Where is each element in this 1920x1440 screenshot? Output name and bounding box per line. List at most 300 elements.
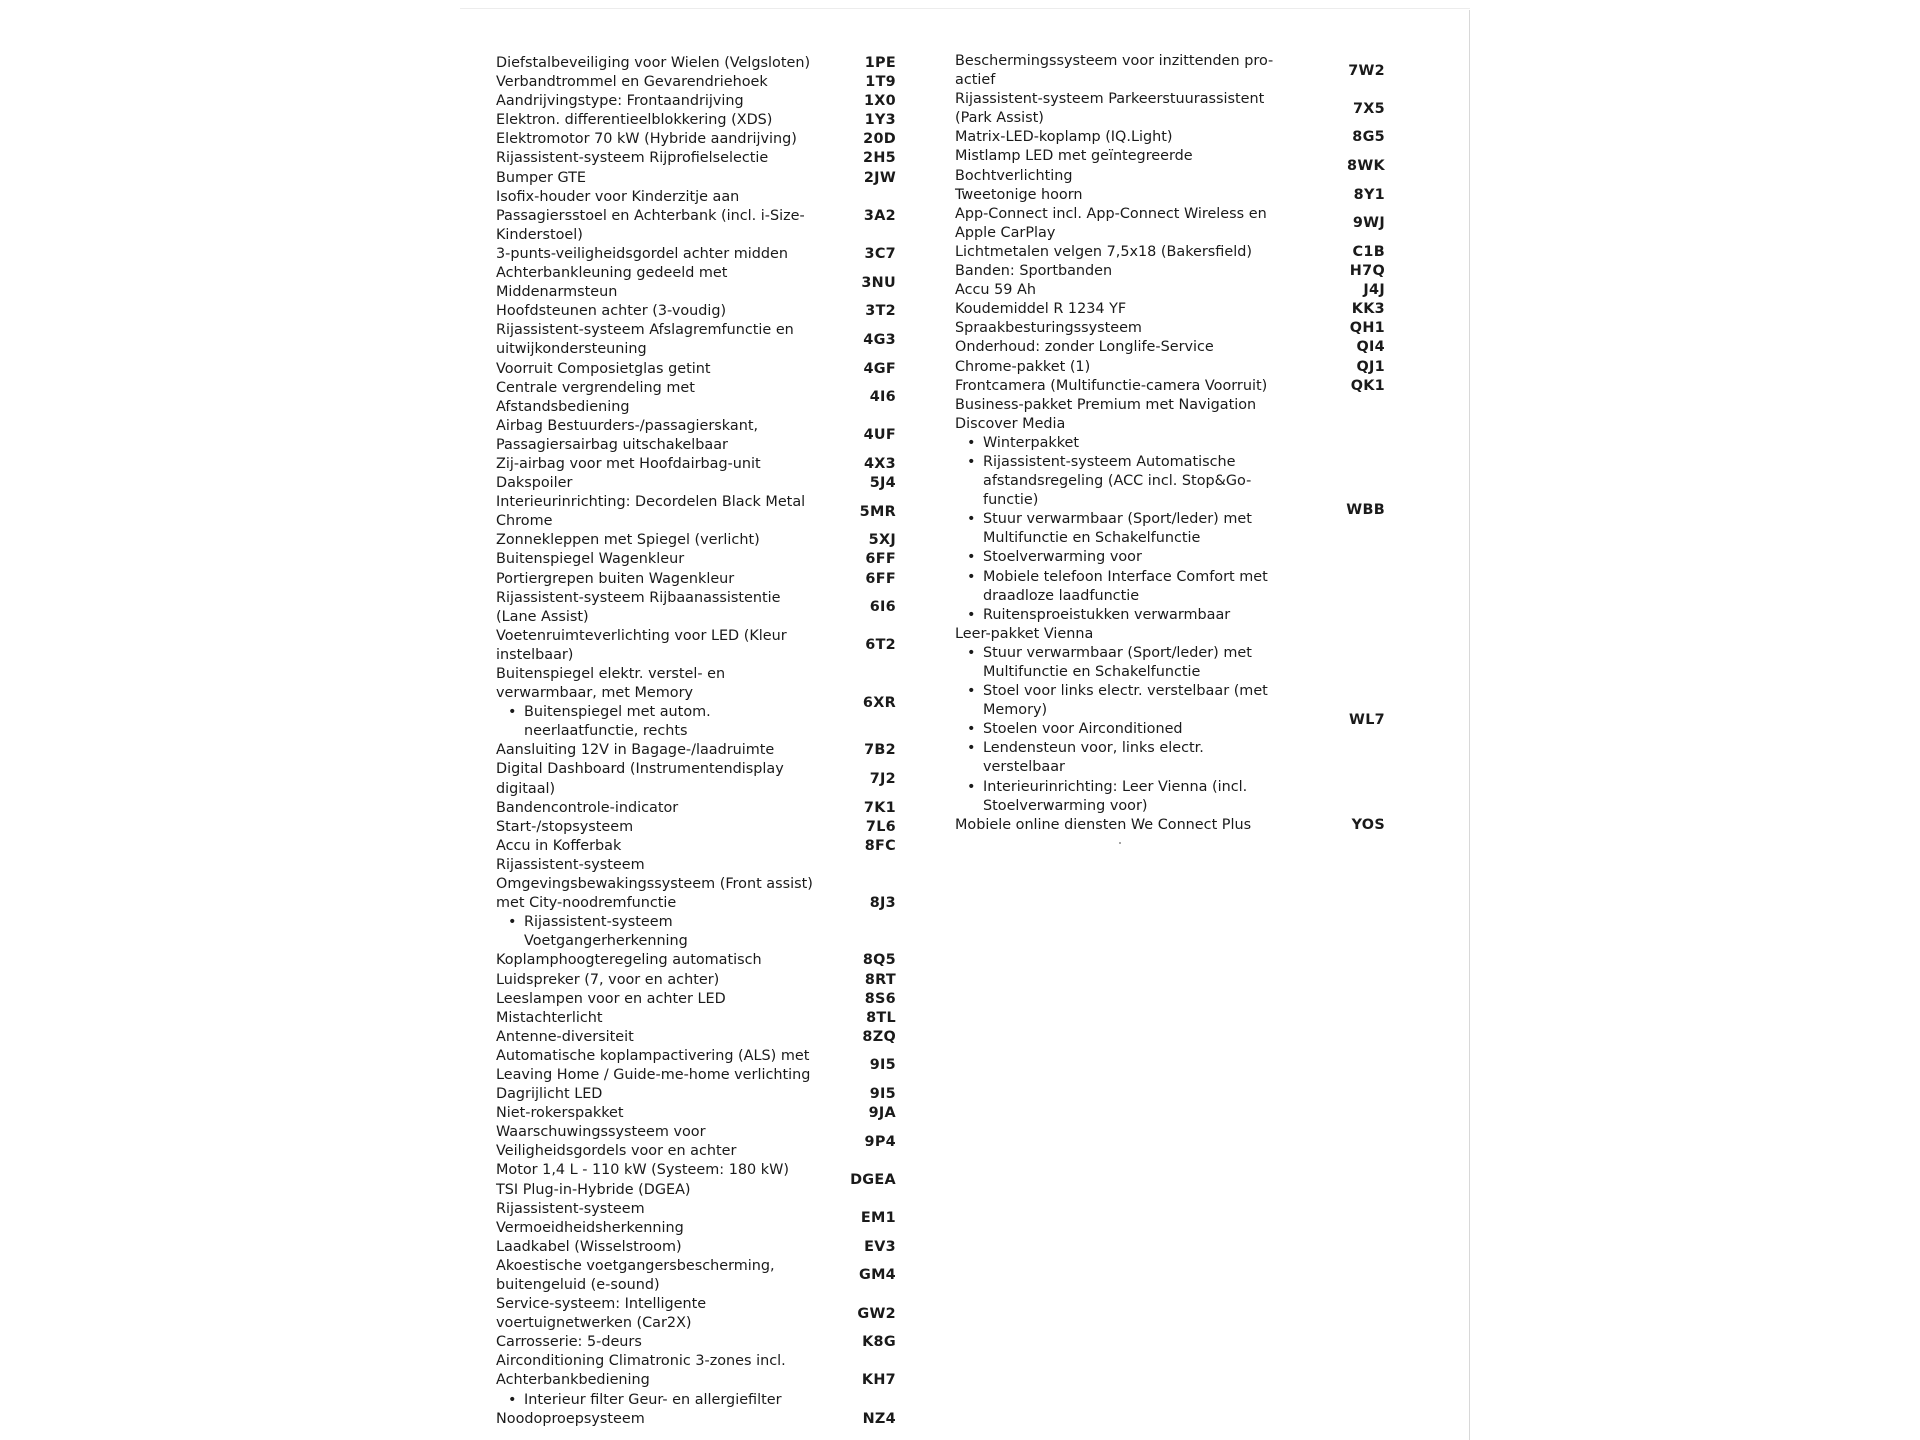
option-sub-item-line: • Ruitensproeistukken verwarmbaar — [983, 606, 1231, 623]
option-description — [496, 169, 819, 188]
option-row — [496, 589, 896, 627]
option-description — [496, 379, 819, 417]
option-description — [496, 760, 819, 798]
option-code: 8TL — [866, 1009, 896, 1026]
option-code: 9I5 — [869, 1086, 896, 1103]
option-description-line: Aandrijvingstype: Frontaandrijving — [496, 93, 744, 110]
option-row — [955, 90, 1405, 128]
option-description-line: Motor 1,4 L - 110 kW (Systeem: 180 kW) — [496, 1162, 789, 1179]
option-code: 9JA — [868, 1105, 896, 1122]
option-description-line: Rijassistent-systeem — [496, 856, 645, 873]
option-row — [496, 111, 896, 130]
option-description-line: Antenne-diversiteit — [496, 1028, 634, 1045]
option-row — [496, 188, 896, 245]
option-sub-item — [955, 453, 1300, 510]
option-description-line: Omgevingsbewakingssysteem (Front assist) — [496, 876, 813, 893]
option-code: 1T9 — [865, 74, 896, 91]
option-description-line: Verbandtrommel en Gevarendriehoek — [496, 74, 768, 91]
option-row — [496, 951, 896, 970]
option-sub-item-line: afstandsregeling (ACC incl. Stop&Go- — [983, 473, 1252, 490]
option-description-line: Airconditioning Climatronic 3-zones incl. — [496, 1353, 786, 1370]
option-code: 8RT — [864, 971, 896, 988]
option-description — [496, 321, 819, 359]
option-description — [496, 474, 819, 493]
option-description-line: Carrosserie: 5-deurs — [496, 1334, 642, 1351]
option-description-line: Start-/stopsysteem — [496, 818, 634, 835]
option-description — [496, 799, 819, 818]
option-description-line: Koudemiddel R 1234 YF — [955, 301, 1127, 318]
option-description — [955, 128, 1300, 147]
option-description — [496, 627, 819, 665]
option-row — [496, 360, 896, 379]
option-code: 6T2 — [865, 637, 896, 654]
option-description-line: Luidspreker (7, voor en achter) — [496, 971, 720, 988]
option-description — [496, 1104, 819, 1123]
option-code: KH7 — [861, 1372, 896, 1389]
option-description-line: Koplamphoogteregeling automatisch — [496, 952, 762, 969]
option-description — [496, 1085, 819, 1104]
option-code: 4I6 — [869, 389, 896, 406]
option-description-line: Bandencontrole-indicator — [496, 799, 679, 816]
option-description-line: Kinderstoel) — [496, 226, 583, 243]
option-code: 6I6 — [869, 599, 896, 616]
option-sub-item — [955, 739, 1300, 777]
page-right-edge — [1469, 10, 1470, 1440]
option-description — [955, 186, 1300, 205]
option-sub-item-line: • Stuur verwarmbaar (Sport/leder) met — [983, 511, 1252, 528]
option-code: 8Y1 — [1353, 186, 1385, 203]
option-row — [496, 665, 896, 741]
option-sub-item-line: • Winterpakket — [983, 434, 1080, 451]
option-description-line: Interieurinrichting: Decordelen Black Metal — [496, 494, 806, 511]
option-description-line: Afstandsbediening — [496, 398, 630, 415]
option-description-line: Passagiersairbag uitschakelbaar — [496, 436, 728, 453]
option-description — [496, 188, 819, 245]
option-code: QK1 — [1350, 377, 1385, 394]
option-description-line: Middenarmsteun — [496, 284, 618, 301]
option-description-line: Elektron. differentieelblokkering (XDS) — [496, 112, 773, 129]
option-sub-item-line: Multifunctie en Schakelfunctie — [983, 664, 1201, 680]
option-description-line: instelbaar) — [496, 646, 574, 663]
option-row — [496, 493, 896, 531]
option-row — [955, 262, 1405, 281]
option-code: 5J4 — [869, 475, 896, 492]
option-description — [496, 1238, 819, 1257]
option-description — [496, 1295, 819, 1333]
option-description-line: Digital Dashboard (Instrumentendisplay — [496, 761, 784, 778]
option-description — [955, 816, 1300, 835]
option-sub-item — [955, 778, 1300, 816]
option-description — [496, 1028, 819, 1047]
option-sub-item-line: • Mobiele telefoon Interface Comfort met — [983, 568, 1268, 585]
option-description — [496, 111, 819, 130]
option-sub-item-line: neerlaatfunctie, rechts — [524, 723, 688, 740]
option-description — [496, 741, 819, 760]
option-description-line: Leeslampen voor en achter LED — [496, 990, 726, 1007]
option-sub-item-line: • Stoel voor links electr. verstelbaar (met — [983, 683, 1268, 700]
option-description — [496, 1352, 819, 1409]
option-row — [496, 1085, 896, 1104]
option-description-line: Rijassistent-systeem Parkeerstuurassistent — [955, 91, 1265, 108]
option-row — [496, 570, 896, 589]
option-description-line: Zonnekleppen met Spiegel (verlicht) — [496, 532, 760, 549]
option-row — [496, 149, 896, 168]
option-row — [955, 625, 1405, 816]
option-description-line: Onderhoud: zonder Longlife-Service — [955, 339, 1214, 356]
option-row — [496, 1123, 896, 1161]
option-code: KK3 — [1351, 301, 1385, 318]
option-description — [496, 1410, 819, 1429]
option-description-line: Noodoproepsysteem — [496, 1410, 645, 1427]
option-description-line: Spraakbesturingssysteem — [955, 320, 1142, 337]
option-row — [955, 243, 1405, 262]
option-code: QJ1 — [1356, 358, 1385, 375]
option-description — [955, 52, 1300, 90]
option-description-line: Achterbankleuning gedeeld met — [496, 265, 728, 282]
option-row — [496, 799, 896, 818]
option-code: 9I5 — [869, 1057, 896, 1074]
option-description-line: Achterbankbediening — [496, 1372, 650, 1389]
option-code: DGEA — [850, 1171, 896, 1188]
option-row — [496, 971, 896, 990]
option-description-line: Zij-airbag voor met Hoofdairbag-unit — [496, 455, 761, 472]
option-description-line: TSI Plug-in-Hybride (DGEA) — [496, 1181, 691, 1198]
option-description — [955, 319, 1300, 338]
option-description-line: Centrale vergrendeling met — [496, 379, 695, 396]
option-code: YOS — [1351, 816, 1385, 833]
option-description — [955, 147, 1300, 185]
option-row — [496, 1257, 896, 1295]
option-row — [955, 377, 1405, 396]
option-description — [496, 971, 819, 990]
option-description-line: Chrome — [496, 513, 553, 530]
option-row — [955, 128, 1405, 147]
option-code: 7L6 — [865, 818, 896, 835]
option-row — [955, 186, 1405, 205]
option-code: 5MR — [859, 503, 896, 520]
option-row — [955, 338, 1405, 357]
option-sub-item-line: • Rijassistent-systeem — [524, 914, 673, 931]
option-sub-item-line: draadloze laadfunctie — [983, 587, 1140, 604]
option-code: 7K1 — [863, 799, 896, 816]
option-sub-item — [955, 644, 1300, 682]
option-sub-item-line: Memory) — [983, 702, 1048, 719]
option-description — [955, 90, 1300, 128]
option-description-line: Rijassistent-systeem Rijbaanassistentie — [496, 589, 781, 606]
option-row — [496, 321, 896, 359]
option-description-line: Aansluiting 12V in Bagage-/laadruimte — [496, 742, 775, 759]
option-description-line: Niet-rokerspakket — [496, 1105, 624, 1122]
option-description-line: Matrix-LED-koplamp (IQ.Light) — [955, 129, 1173, 146]
option-sub-item — [496, 913, 819, 951]
option-description-line: Leer-pakket Vienna — [955, 625, 1094, 642]
option-description — [496, 417, 819, 455]
options-list-right — [955, 52, 1405, 835]
option-sub-item-line: Voetgangerherkenning — [524, 933, 688, 950]
option-description-line: Service-systeem: Intelligente — [496, 1296, 707, 1313]
option-description-line: uitwijkondersteuning — [496, 341, 647, 358]
option-code: H7Q — [1349, 263, 1385, 280]
option-description-line: Tweetonige hoorn — [955, 186, 1083, 203]
option-description-line: Mistlamp LED met geïntegreerde — [955, 148, 1193, 165]
options-list-left — [496, 54, 896, 1429]
option-code: 3A2 — [863, 207, 896, 224]
option-description-line: Isofix-houder voor Kinderzitje aan — [496, 188, 740, 205]
option-description — [496, 856, 819, 951]
option-code: QH1 — [1349, 320, 1385, 337]
option-code: 9P4 — [864, 1133, 896, 1150]
option-sub-item — [955, 720, 1300, 739]
option-description-line: Buitenspiegel elektr. verstel- en — [496, 666, 726, 682]
option-row — [955, 396, 1405, 625]
option-description — [496, 589, 819, 627]
option-description-line: Leaving Home / Guide-me-home verlichting — [496, 1066, 811, 1083]
option-description-line: actief — [955, 72, 996, 89]
option-code: 8Q5 — [862, 952, 896, 969]
option-code: WL7 — [1349, 711, 1385, 728]
option-row — [955, 300, 1405, 319]
option-code: 8ZQ — [862, 1028, 896, 1045]
option-code: GM4 — [858, 1267, 896, 1284]
option-description — [955, 338, 1300, 357]
option-description — [496, 1257, 819, 1295]
option-sub-item-line: verstelbaar — [983, 759, 1065, 776]
option-sub-item-line: • Stuur verwarmbaar (Sport/leder) met — [983, 644, 1252, 661]
option-code: K8G — [862, 1334, 896, 1351]
option-row — [496, 1333, 896, 1352]
option-row — [496, 990, 896, 1009]
option-description-line: Dagrijlicht LED — [496, 1086, 603, 1103]
option-description-line: Rijassistent-systeem — [496, 1200, 645, 1217]
option-row — [496, 92, 896, 111]
option-description — [496, 1123, 819, 1161]
option-row — [496, 741, 896, 760]
option-description — [955, 377, 1300, 396]
option-description — [955, 205, 1300, 243]
option-description — [496, 264, 819, 302]
option-description — [496, 302, 819, 321]
option-row — [496, 1161, 896, 1199]
option-row — [496, 550, 896, 569]
option-row — [496, 837, 896, 856]
option-row — [496, 531, 896, 550]
option-description — [496, 1200, 819, 1238]
option-code: 2H5 — [863, 150, 896, 167]
option-sub-item-line: • Interieur filter Geur- en allergiefilter — [524, 1391, 782, 1408]
option-description-line: Passagiersstoel en Achterbank (incl. i-Size- — [496, 207, 805, 224]
option-description-line: Discover Media — [955, 415, 1066, 432]
option-sub-item — [955, 548, 1300, 567]
option-description-line: Lichtmetalen velgen 7,5x18 (Bakersfield) — [955, 243, 1252, 260]
option-code: EM1 — [860, 1210, 896, 1227]
option-description — [955, 625, 1300, 816]
option-description-line: Banden: Sportbanden — [955, 263, 1113, 280]
option-description — [496, 245, 819, 264]
option-description-line: Business-pakket Premium met Navigation — [955, 396, 1257, 413]
option-row — [496, 474, 896, 493]
option-description-line: Rijassistent-systeem Afslagremfunctie en — [496, 322, 794, 339]
option-description — [496, 665, 819, 741]
option-description — [496, 92, 819, 111]
option-description — [496, 360, 819, 379]
option-description-line: Accu in Kofferbak — [496, 837, 622, 854]
option-description-line: Veiligheidsgordels voor en achter — [496, 1143, 737, 1160]
option-sub-item — [496, 703, 819, 741]
option-description — [496, 1047, 819, 1085]
option-description-line: buitengeluid (e-sound) — [496, 1277, 660, 1293]
option-row — [496, 818, 896, 837]
option-description-line: Waarschuwingssysteem voor — [496, 1124, 706, 1141]
option-code: 7W2 — [1348, 62, 1385, 79]
option-code: 1Y3 — [864, 112, 896, 129]
option-code: 8G5 — [1352, 129, 1385, 146]
option-row — [496, 856, 896, 951]
option-sub-item-line: • Buitenspiegel met autom. — [524, 704, 711, 721]
scan-speck — [1119, 842, 1121, 844]
option-description-line: Frontcamera (Multifunctie-camera Voorruit) — [955, 377, 1268, 394]
option-description-line: Hoofdsteunen achter (3-voudig) — [496, 303, 727, 320]
option-description — [955, 281, 1300, 300]
option-row — [955, 358, 1405, 377]
option-description-line: Diefstalbeveiliging voor Wielen (Velgsloten) — [496, 55, 811, 71]
option-description-line: Bumper GTE — [496, 169, 587, 186]
option-description — [496, 1009, 819, 1028]
option-row — [496, 1238, 896, 1257]
option-description-line: 3-punts-veiligheidsgordel achter midden — [496, 245, 789, 262]
option-row — [496, 1047, 896, 1085]
option-description — [496, 455, 819, 474]
option-sub-item-line: • Rijassistent-systeem Automatische — [983, 453, 1236, 470]
option-description-line: Voorruit Composietglas getint — [496, 360, 711, 377]
option-code: 7B2 — [864, 742, 896, 759]
option-description — [955, 300, 1300, 319]
option-row — [496, 264, 896, 302]
option-code: 5XJ — [868, 532, 896, 549]
option-description-line: Rijassistent-systeem Rijprofielselectie — [496, 150, 769, 167]
option-code: NZ4 — [862, 1410, 896, 1427]
option-row — [496, 54, 896, 73]
option-row — [496, 73, 896, 92]
option-description — [496, 818, 819, 837]
option-code: 4G3 — [863, 331, 896, 348]
option-code: 8FC — [864, 837, 896, 854]
option-description — [496, 149, 819, 168]
option-code: C1B — [1352, 243, 1385, 260]
option-description-line: voertuignetwerken (Car2X) — [496, 1315, 692, 1332]
option-row — [496, 130, 896, 149]
option-description-line: Apple CarPlay — [955, 224, 1056, 241]
page-top-edge — [460, 8, 1470, 9]
option-code: 2JW — [863, 169, 896, 186]
option-sub-item-line: • Stoelen voor Airconditioned — [983, 721, 1183, 738]
option-code: EV3 — [864, 1238, 896, 1255]
option-code: 3C7 — [864, 245, 896, 262]
option-row — [496, 1200, 896, 1238]
option-description — [955, 243, 1300, 262]
option-sub-item — [955, 568, 1300, 606]
option-row — [496, 455, 896, 474]
option-code: 6FF — [865, 570, 896, 587]
option-sub-item-line: • Interieurinrichting: Leer Vienna (incl. — [983, 778, 1248, 795]
option-description — [496, 837, 819, 856]
option-row — [496, 169, 896, 188]
option-description-line: digitaal) — [496, 780, 556, 797]
option-code: 7X5 — [1352, 100, 1385, 117]
option-description-line: Portiergrepen buiten Wagenkleur — [496, 570, 735, 587]
option-description — [496, 531, 819, 550]
option-row — [955, 319, 1405, 338]
option-sub-item-line: Multifunctie en Schakelfunctie — [983, 530, 1201, 547]
option-code: 3NU — [861, 274, 896, 291]
option-description-line: Buitenspiegel Wagenkleur — [496, 551, 685, 568]
option-row — [496, 1295, 896, 1333]
option-description — [496, 130, 819, 149]
option-code: 7J2 — [869, 771, 896, 788]
option-code: 4UF — [863, 427, 896, 444]
option-row — [496, 379, 896, 417]
option-row — [496, 1410, 896, 1429]
option-description — [496, 1333, 819, 1352]
option-description-line: Chrome-pakket (1) — [955, 358, 1091, 375]
option-description-line: Mobiele online diensten We Connect Plus — [955, 816, 1252, 833]
option-row — [496, 627, 896, 665]
option-description-line: Voetenruimteverlichting voor LED (Kleur — [496, 627, 787, 644]
option-row — [496, 1009, 896, 1028]
option-description — [496, 951, 819, 970]
option-description-line: Accu 59 Ah — [955, 282, 1036, 299]
option-description-line: Akoestische voetgangersbescherming, — [496, 1257, 775, 1274]
option-description — [496, 990, 819, 1009]
option-row — [496, 1028, 896, 1047]
option-description-line: Mistachterlicht — [496, 1009, 603, 1026]
option-code: 1PE — [864, 55, 896, 71]
option-sub-item — [496, 1391, 819, 1410]
option-code: 8J3 — [869, 895, 896, 912]
option-row — [955, 205, 1405, 243]
option-description-line: Vermoeidheidsherkenning — [496, 1219, 684, 1236]
option-sub-item-line: functie) — [983, 492, 1039, 509]
option-sub-item-line: • Lendensteun voor, links electr. — [983, 740, 1204, 757]
option-description-line: (Park Assist) — [955, 110, 1044, 127]
option-code: WBB — [1346, 501, 1385, 518]
option-code: 8S6 — [864, 990, 896, 1007]
option-row — [496, 302, 896, 321]
option-sub-item-line: Stoelverwarming voor) — [983, 797, 1148, 814]
option-row — [955, 52, 1405, 90]
option-description — [496, 1161, 819, 1199]
option-description — [496, 54, 819, 73]
option-code: QI4 — [1356, 339, 1385, 356]
option-description-line: met City-noodremfunctie — [496, 895, 677, 912]
option-sub-item — [955, 682, 1300, 720]
option-sub-item — [955, 606, 1300, 625]
option-description — [955, 358, 1300, 377]
option-description — [955, 396, 1300, 625]
option-description — [496, 73, 819, 92]
option-code: 6XR — [862, 694, 896, 711]
option-code: 4GF — [863, 360, 896, 377]
option-code: 20D — [863, 131, 896, 148]
option-description-line: Laadkabel (Wisselstroom) — [496, 1238, 682, 1255]
option-code: 3T2 — [865, 303, 896, 320]
option-code: 4X3 — [863, 455, 896, 472]
option-code: GW2 — [857, 1305, 896, 1322]
option-description — [496, 570, 819, 589]
option-description-line: Airbag Bestuurders-/passagierskant, — [496, 417, 759, 434]
option-description-line: Elektromotor 70 kW (Hybride aandrijving) — [496, 131, 797, 148]
option-row — [496, 1352, 896, 1409]
option-description-line: verwarmbaar, met Memory — [496, 685, 694, 702]
